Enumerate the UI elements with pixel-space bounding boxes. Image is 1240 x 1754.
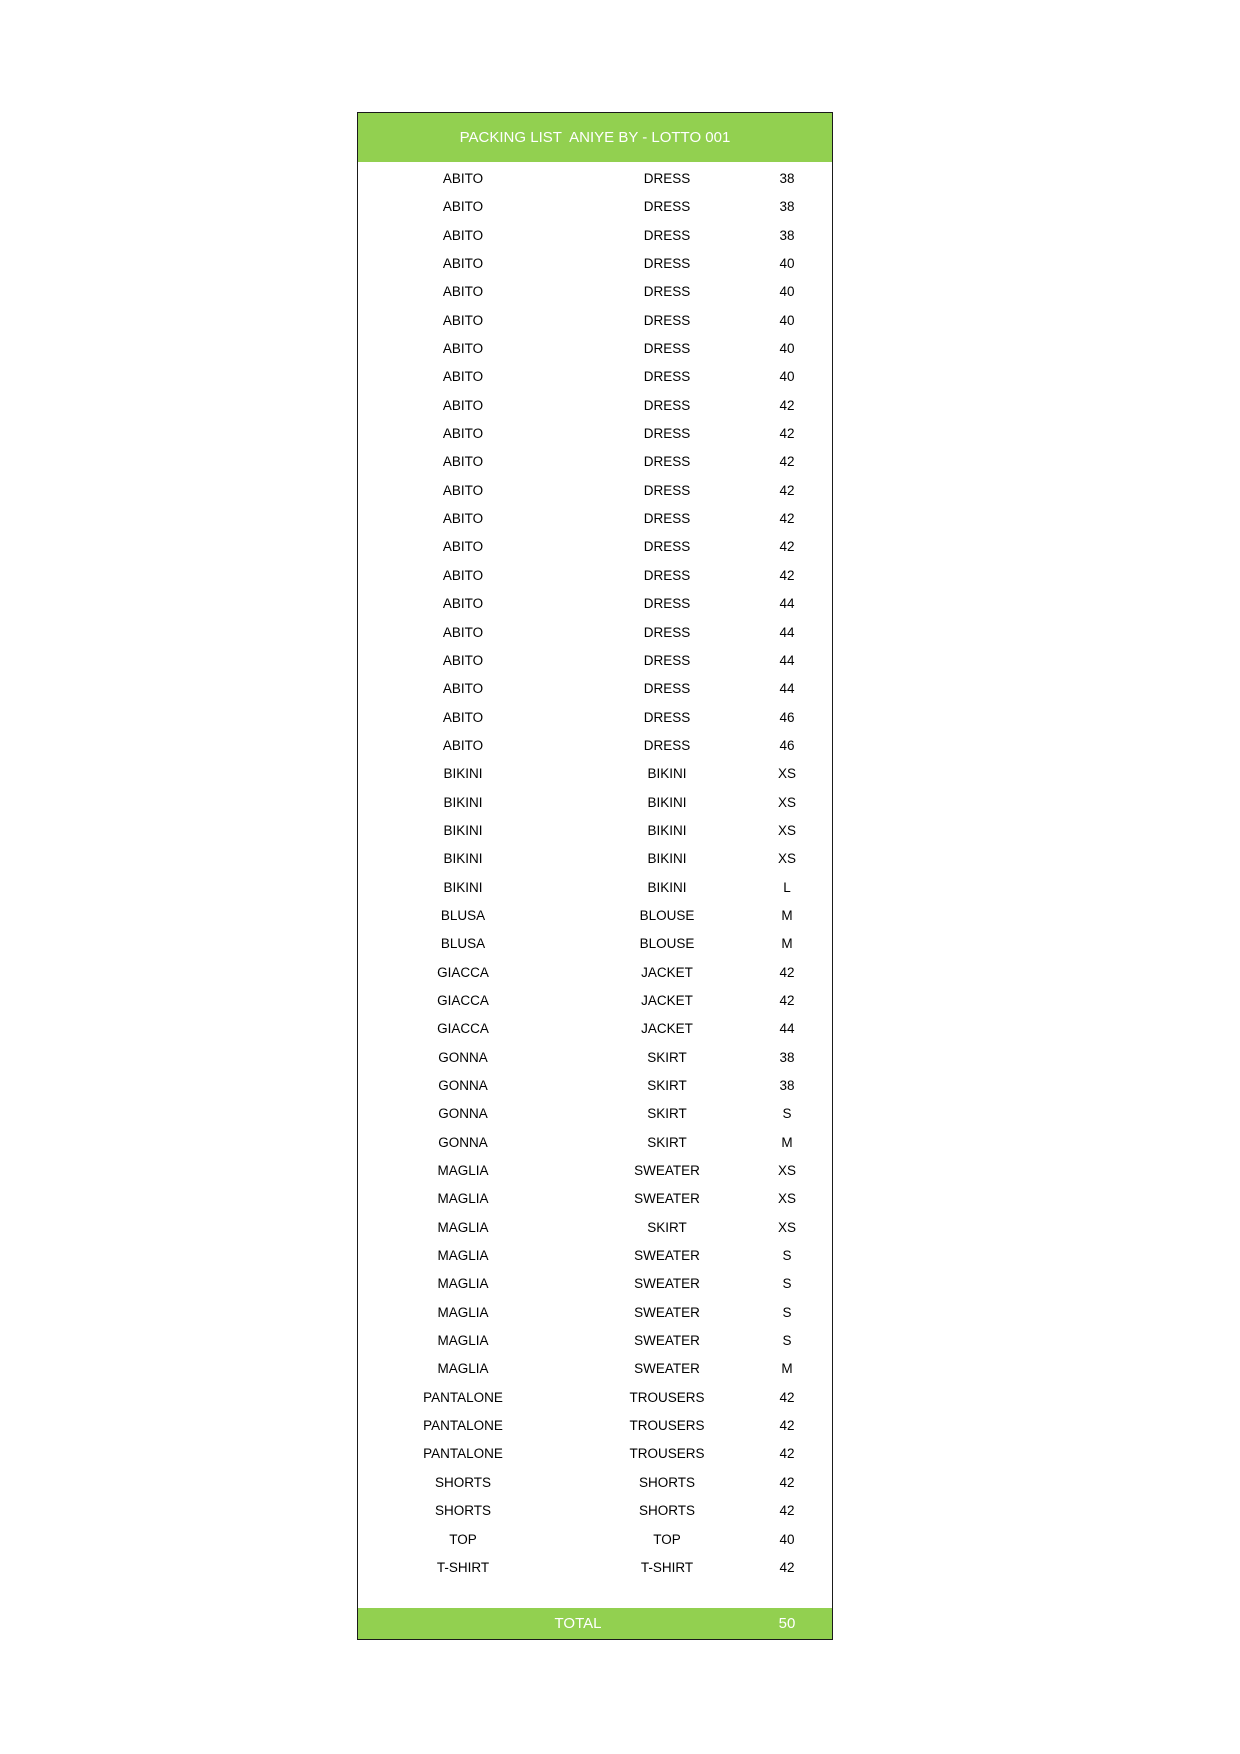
item-italian-name: SHORTS bbox=[434, 1503, 491, 1519]
table-row bbox=[358, 1100, 832, 1128]
item-english-name: DRESS bbox=[643, 284, 691, 300]
item-italian-name: ABITO bbox=[442, 511, 484, 527]
item-italian-name: GONNA bbox=[438, 1049, 488, 1065]
item-english-name: SKIRT bbox=[647, 1106, 687, 1122]
item-italian-name: PANTALONE bbox=[423, 1446, 503, 1462]
item-italian-name: ABITO bbox=[442, 454, 484, 470]
item-size: 46 bbox=[779, 737, 795, 753]
item-english-name: DRESS bbox=[643, 681, 691, 697]
item-size: 42 bbox=[779, 567, 795, 583]
item-size: 42 bbox=[779, 1474, 795, 1490]
item-size: S bbox=[782, 1106, 792, 1122]
item-english-name: TROUSERS bbox=[629, 1418, 705, 1434]
item-italian-name: ABITO bbox=[442, 567, 484, 583]
table-row bbox=[358, 817, 832, 845]
item-size: M bbox=[781, 907, 793, 923]
packing-list-sheet bbox=[357, 112, 833, 1640]
item-english-name: SKIRT bbox=[647, 1078, 687, 1093]
table-row bbox=[358, 505, 832, 533]
packing-list-title: PACKING LIST ANIYE BY - LOTTO 001 bbox=[358, 113, 832, 162]
table-row bbox=[358, 1157, 832, 1185]
table-row bbox=[358, 222, 832, 250]
item-size: 42 bbox=[779, 454, 795, 470]
item-size: 42 bbox=[779, 511, 795, 527]
item-italian-name: MAGLIA bbox=[437, 1361, 489, 1377]
total-row bbox=[358, 1608, 832, 1639]
item-size: XS bbox=[777, 822, 796, 838]
item-size: 42 bbox=[779, 1389, 795, 1405]
item-size: 44 bbox=[779, 596, 795, 612]
table-row bbox=[358, 1072, 832, 1100]
item-english-name: SWEATER bbox=[634, 1361, 700, 1377]
table-row bbox=[358, 959, 832, 987]
item-size: XS bbox=[777, 794, 796, 810]
table-row bbox=[358, 760, 832, 788]
item-english-name: DRESS bbox=[643, 624, 691, 640]
item-italian-name: TOP bbox=[449, 1531, 477, 1547]
table-row bbox=[358, 987, 832, 1015]
table-row bbox=[358, 1299, 832, 1327]
item-size: XS bbox=[777, 851, 796, 867]
table-row bbox=[358, 1044, 832, 1072]
item-italian-name: MAGLIA bbox=[437, 1276, 489, 1292]
item-english-name: SKIRT bbox=[647, 1049, 687, 1065]
item-english-name: BLOUSE bbox=[639, 936, 695, 952]
item-italian-name: MAGLIA bbox=[437, 1163, 489, 1179]
item-italian-name: BLUSA bbox=[440, 936, 486, 952]
items-table bbox=[358, 165, 832, 1582]
item-size: L bbox=[783, 879, 791, 895]
item-size: S bbox=[782, 1248, 792, 1264]
item-size: XS bbox=[777, 1163, 796, 1179]
item-english-name: BLOUSE bbox=[639, 907, 695, 923]
table-row bbox=[358, 789, 832, 817]
item-english-name: TROUSERS bbox=[629, 1446, 705, 1462]
item-size: 42 bbox=[779, 1418, 795, 1434]
item-english-name: DRESS bbox=[643, 227, 691, 243]
item-italian-name: PANTALONE bbox=[423, 1389, 503, 1405]
item-size: 44 bbox=[779, 624, 795, 640]
table-row bbox=[358, 1185, 832, 1213]
table-row bbox=[358, 1412, 832, 1440]
table-row bbox=[358, 307, 832, 335]
item-italian-name: ABITO bbox=[442, 482, 484, 498]
item-english-name: DRESS bbox=[643, 426, 691, 442]
item-size: 44 bbox=[779, 1021, 795, 1037]
item-english-name: SWEATER bbox=[634, 1163, 700, 1179]
item-italian-name: GIACCA bbox=[437, 964, 489, 980]
table-row bbox=[358, 1469, 832, 1497]
item-italian-name: ABITO bbox=[442, 624, 484, 640]
item-italian-name: MAGLIA bbox=[437, 1333, 489, 1349]
item-italian-name: BIKINI bbox=[443, 766, 483, 782]
item-english-name: SKIRT bbox=[647, 1219, 687, 1235]
table-row bbox=[358, 845, 832, 873]
table-row bbox=[358, 1242, 832, 1270]
item-size: 40 bbox=[779, 284, 795, 300]
item-italian-name: ABITO bbox=[442, 681, 484, 697]
item-size: 38 bbox=[779, 227, 795, 243]
table-row bbox=[358, 1554, 832, 1582]
table-row bbox=[358, 420, 832, 448]
item-english-name: JACKET bbox=[641, 1021, 693, 1037]
item-english-name: DRESS bbox=[643, 709, 691, 725]
item-italian-name: BIKINI bbox=[443, 822, 483, 838]
item-italian-name: ABITO bbox=[442, 652, 484, 668]
item-size: XS bbox=[777, 1219, 796, 1235]
item-size: 38 bbox=[779, 1078, 795, 1093]
table-row bbox=[358, 590, 832, 618]
table-row bbox=[358, 1015, 832, 1043]
item-english-name: DRESS bbox=[643, 199, 691, 215]
item-english-name: JACKET bbox=[641, 992, 693, 1008]
item-italian-name: BLUSA bbox=[440, 907, 486, 923]
item-size: 40 bbox=[779, 341, 795, 357]
table-row bbox=[358, 392, 832, 420]
table-row bbox=[358, 704, 832, 732]
table-row bbox=[358, 363, 832, 391]
item-size: 38 bbox=[779, 171, 795, 186]
item-italian-name: T-SHIRT bbox=[436, 1559, 490, 1575]
item-italian-name: GIACCA bbox=[437, 1021, 489, 1037]
item-italian-name: ABITO bbox=[442, 199, 484, 215]
item-size: 38 bbox=[779, 199, 795, 215]
item-english-name: BIKINI bbox=[647, 851, 687, 867]
item-italian-name: PANTALONE bbox=[423, 1418, 503, 1434]
total-label: TOTAL bbox=[554, 1615, 602, 1632]
item-english-name: T-SHIRT bbox=[640, 1559, 694, 1575]
item-size: 42 bbox=[779, 539, 795, 555]
item-size: S bbox=[782, 1304, 792, 1320]
item-italian-name: ABITO bbox=[442, 539, 484, 555]
item-english-name: DRESS bbox=[643, 539, 691, 555]
item-size: 42 bbox=[779, 426, 795, 442]
item-size: 40 bbox=[779, 256, 795, 272]
table-row bbox=[358, 675, 832, 703]
item-size: 42 bbox=[779, 1446, 795, 1462]
table-row bbox=[358, 1270, 832, 1298]
item-english-name: DRESS bbox=[643, 312, 691, 328]
item-italian-name: ABITO bbox=[442, 369, 484, 385]
table-row bbox=[358, 193, 832, 221]
item-size: M bbox=[781, 936, 793, 952]
item-italian-name: SHORTS bbox=[434, 1474, 491, 1490]
table-row bbox=[358, 1327, 832, 1355]
item-english-name: BIKINI bbox=[647, 879, 687, 895]
item-english-name: SKIRT bbox=[647, 1134, 687, 1150]
item-size: 40 bbox=[779, 1531, 795, 1547]
item-english-name: SWEATER bbox=[634, 1191, 700, 1207]
item-english-name: DRESS bbox=[643, 652, 691, 668]
item-italian-name: ABITO bbox=[442, 341, 484, 357]
item-italian-name: MAGLIA bbox=[437, 1191, 489, 1207]
item-italian-name: ABITO bbox=[442, 709, 484, 725]
item-size: 42 bbox=[779, 964, 795, 980]
item-english-name: SHORTS bbox=[638, 1474, 695, 1490]
item-italian-name: ABITO bbox=[442, 284, 484, 300]
item-english-name: SWEATER bbox=[634, 1333, 700, 1349]
item-english-name: DRESS bbox=[643, 256, 691, 272]
item-size: 46 bbox=[779, 709, 795, 725]
item-italian-name: GIACCA bbox=[437, 992, 489, 1008]
item-english-name: BIKINI bbox=[647, 766, 687, 782]
item-english-name: DRESS bbox=[643, 369, 691, 385]
item-english-name: DRESS bbox=[643, 567, 691, 583]
table-row bbox=[358, 1214, 832, 1242]
item-italian-name: ABITO bbox=[442, 397, 484, 413]
item-italian-name: ABITO bbox=[442, 737, 484, 753]
table-row bbox=[358, 477, 832, 505]
table-row bbox=[358, 165, 832, 193]
item-italian-name: MAGLIA bbox=[437, 1219, 489, 1235]
item-size: 40 bbox=[779, 369, 795, 385]
item-italian-name: BIKINI bbox=[443, 794, 483, 810]
item-italian-name: ABITO bbox=[442, 227, 484, 243]
item-english-name: SWEATER bbox=[634, 1276, 700, 1292]
table-row bbox=[358, 448, 832, 476]
item-english-name: SWEATER bbox=[634, 1248, 700, 1264]
item-size: S bbox=[782, 1333, 792, 1349]
table-row bbox=[358, 278, 832, 306]
item-size: 42 bbox=[779, 1559, 795, 1575]
item-italian-name: BIKINI bbox=[443, 879, 483, 895]
item-size: 44 bbox=[779, 681, 795, 697]
table-row bbox=[358, 619, 832, 647]
item-italian-name: ABITO bbox=[442, 256, 484, 272]
table-row bbox=[358, 533, 832, 561]
item-italian-name: MAGLIA bbox=[437, 1248, 489, 1264]
item-size: 38 bbox=[779, 1049, 795, 1065]
item-size: M bbox=[781, 1361, 793, 1377]
table-row bbox=[358, 647, 832, 675]
item-size: 42 bbox=[779, 992, 795, 1008]
table-row bbox=[358, 732, 832, 760]
item-italian-name: ABITO bbox=[442, 596, 484, 612]
table-row bbox=[358, 902, 832, 930]
item-size: M bbox=[781, 1134, 793, 1150]
item-italian-name: GONNA bbox=[438, 1106, 488, 1122]
item-english-name: SHORTS bbox=[638, 1503, 695, 1519]
item-size: 40 bbox=[779, 312, 795, 328]
item-english-name: TOP bbox=[653, 1531, 681, 1547]
item-italian-name: MAGLIA bbox=[437, 1304, 489, 1320]
table-row bbox=[358, 562, 832, 590]
item-english-name: JACKET bbox=[641, 964, 693, 980]
item-size: XS bbox=[777, 1191, 796, 1207]
item-english-name: BIKINI bbox=[647, 794, 687, 810]
table-row bbox=[358, 930, 832, 958]
item-size: S bbox=[782, 1276, 792, 1292]
table-row bbox=[358, 1355, 832, 1383]
item-english-name: DRESS bbox=[643, 397, 691, 413]
table-row bbox=[358, 1526, 832, 1554]
item-english-name: DRESS bbox=[643, 482, 691, 498]
table-row bbox=[358, 874, 832, 902]
item-english-name: DRESS bbox=[643, 737, 691, 753]
item-english-name: BIKINI bbox=[647, 822, 687, 838]
item-size: 42 bbox=[779, 397, 795, 413]
table-row bbox=[358, 1384, 832, 1412]
item-size: XS bbox=[777, 766, 796, 782]
table-row bbox=[358, 250, 832, 278]
total-value: 50 bbox=[778, 1615, 796, 1632]
item-size: 42 bbox=[779, 482, 795, 498]
table-row bbox=[358, 1440, 832, 1468]
item-english-name: TROUSERS bbox=[629, 1389, 705, 1405]
item-english-name: DRESS bbox=[643, 511, 691, 527]
item-english-name: DRESS bbox=[643, 454, 691, 470]
item-english-name: DRESS bbox=[643, 341, 691, 357]
table-row bbox=[358, 335, 832, 363]
item-italian-name: ABITO bbox=[442, 312, 484, 328]
item-english-name: DRESS bbox=[643, 596, 691, 612]
item-italian-name: ABITO bbox=[442, 426, 484, 442]
item-italian-name: ABITO bbox=[442, 171, 484, 186]
item-italian-name: BIKINI bbox=[443, 851, 483, 867]
item-italian-name: GONNA bbox=[438, 1078, 488, 1093]
item-size: 42 bbox=[779, 1503, 795, 1519]
table-row bbox=[358, 1129, 832, 1157]
table-row bbox=[358, 1497, 832, 1525]
item-english-name: DRESS bbox=[643, 171, 691, 186]
item-italian-name: GONNA bbox=[438, 1134, 488, 1150]
item-size: 44 bbox=[779, 652, 795, 668]
item-english-name: SWEATER bbox=[634, 1304, 700, 1320]
